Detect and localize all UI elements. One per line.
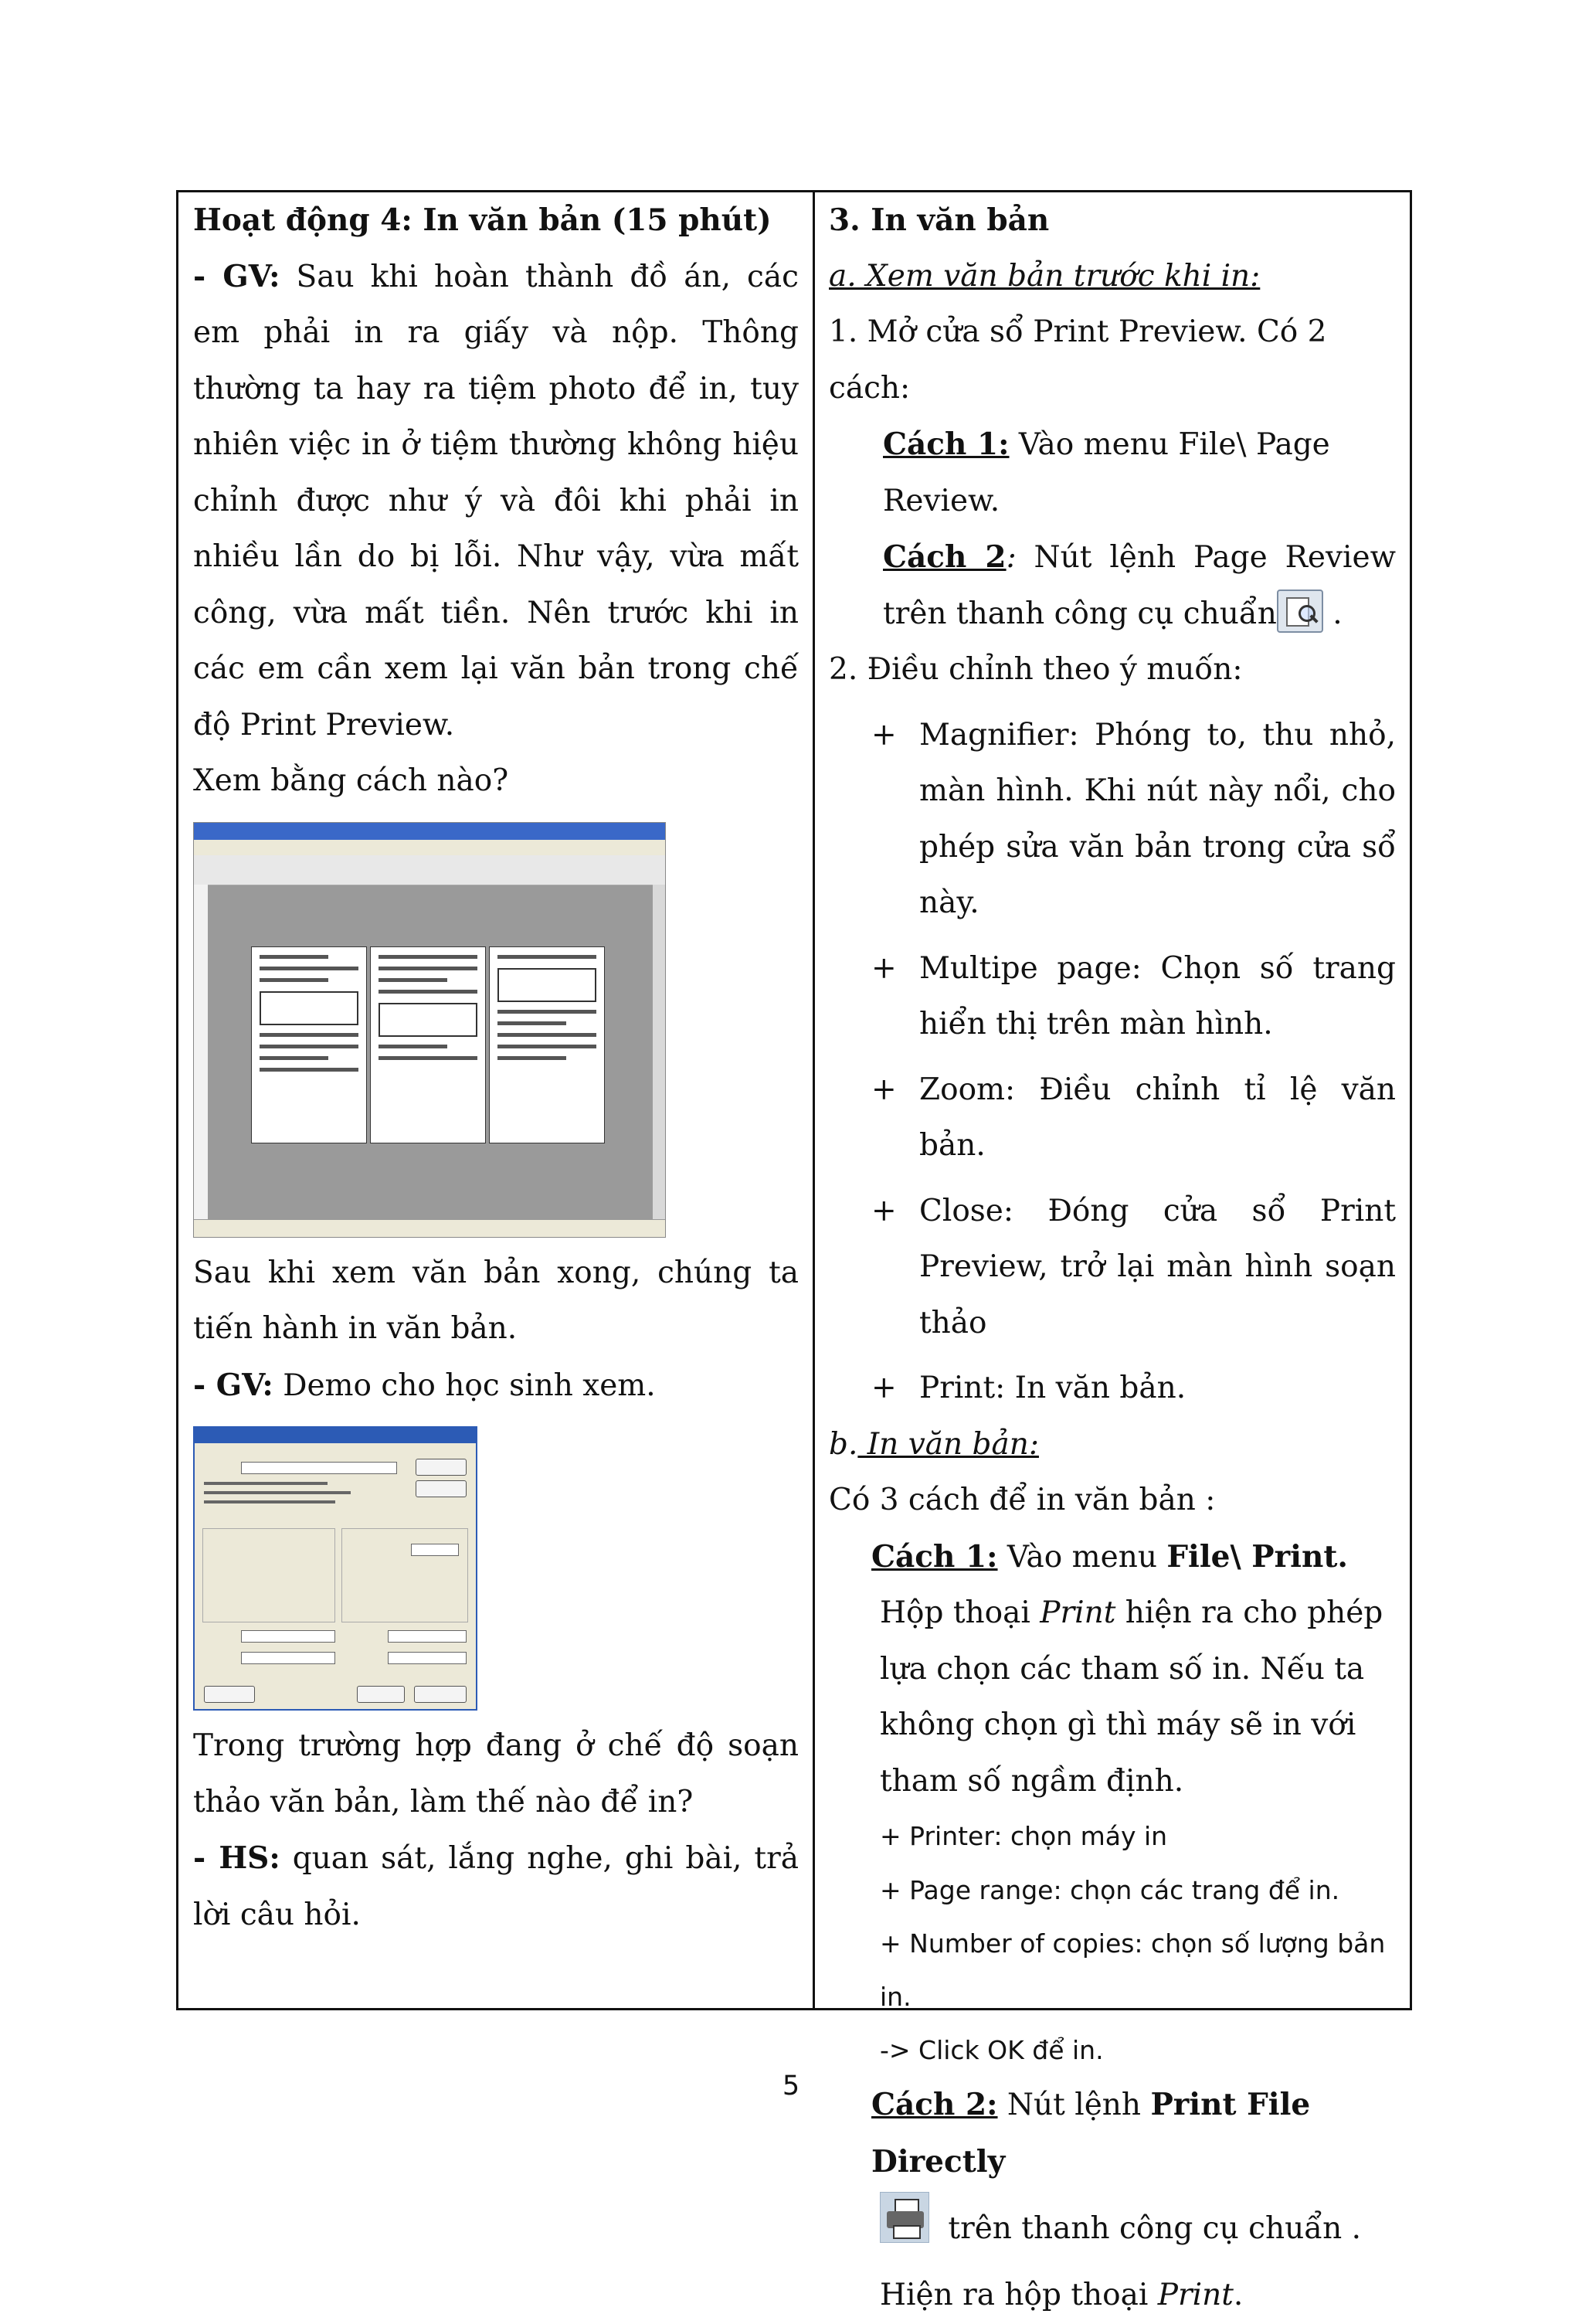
hs-text: quan sát, lắng nghe, ghi bài, trả lời câu hỏi. xyxy=(193,1841,799,1932)
subsection-a-heading: a. Xem văn bản trước khi in: xyxy=(829,258,1261,294)
print-direct-line: trên thanh công cụ chuẩn . xyxy=(829,2190,1396,2268)
question-print-text: Trong trường hợp đang ở chế độ soạn thảo văn bản, làm thế nào để in? xyxy=(193,1728,799,1819)
print-method-2: Cách 2: Nút lệnh Print File Directly xyxy=(871,2087,1311,2180)
window-statusbar xyxy=(194,1219,665,1237)
option-copies: + Number of copies: chọn số lượng bản in. xyxy=(880,1928,1386,2012)
print-dialog-description: Hộp thoại Print hiện ra cho phép lựa chọn các tham số in. Nếu ta không chọn gì thì máy sẽ in với tham số ngầm định. xyxy=(880,1595,1383,1799)
preview-page xyxy=(370,946,486,1143)
gv-label: - GV: xyxy=(193,1367,273,1403)
page-number: 5 xyxy=(782,2071,800,2101)
step-2-text: 2. Điều chỉnh theo ý muốn: xyxy=(829,652,1243,687)
bullet-item: + Print: In văn bản. xyxy=(871,1371,1186,1405)
gv-text: Sau khi hoàn thành đồ án, các em phải in ra giấy và nộp. Thông thường ta hay ra tiệm photo để in, tuy nhiên việc in ở tiệm thường không hiệu chỉnh được như ý và đôi khi phải in nhiều lần do bị lỗi. Như vậy, vừa mất công, vừa mất tiền. Nên trước khi in các em cần xem lại văn bản trong chế độ Print Preview. xyxy=(193,259,799,742)
gv-label: - GV: xyxy=(193,258,280,294)
section-heading: 3. In văn bản xyxy=(829,202,1050,238)
bullet-item: + Magnifier: Phóng to, thu nhỏ, màn hình. Khi nút này nổi, cho phép sửa văn bản trong cửa sổ này. xyxy=(871,717,1396,920)
after-preview-text: Sau khi xem văn bản xong, chúng ta tiến hành in văn bản. xyxy=(193,1255,799,1346)
page-range-group xyxy=(202,1528,335,1622)
cancel-button xyxy=(414,1686,467,1703)
content-column xyxy=(815,192,1410,2312)
method-2-preview: Cách 2: Nút lệnh Page Review trên thanh công cụ chuẩn . xyxy=(883,539,1396,631)
method-label: Cách 2 xyxy=(883,539,1007,575)
bullet-item: + Zoom: Điều chỉnh tỉ lệ văn bản. xyxy=(871,1072,1396,1163)
method-text: Nút lệnh Page Review trên thanh công cụ chuẩn xyxy=(883,540,1396,631)
demo-text: Demo cho học sinh xem. xyxy=(273,1368,656,1403)
demo-paragraph xyxy=(193,1357,799,1415)
subsection-b-heading: b. In văn bản: xyxy=(829,1426,1039,1462)
print-field xyxy=(241,1652,335,1664)
options-button xyxy=(204,1686,255,1703)
preview-toolbar xyxy=(194,855,665,885)
ok-button xyxy=(357,1686,405,1703)
bullet-item: + Multipe page: Chọn số trang hiển thị trên màn hình. xyxy=(871,950,1396,1041)
dialog-titlebar xyxy=(195,1428,476,1443)
option-printer: + Printer: chọn máy in xyxy=(880,1821,1168,1851)
preview-page xyxy=(251,946,367,1143)
method-1-preview xyxy=(829,416,1396,529)
gv-paragraph xyxy=(193,249,799,754)
print-dialog-screenshot xyxy=(193,1426,477,1711)
scale-field xyxy=(388,1652,467,1664)
question-text: Xem bằng cách nào? xyxy=(193,763,509,798)
find-printer-button xyxy=(416,1480,467,1497)
hs-label: - HS: xyxy=(193,1840,280,1876)
teacher-activity-column xyxy=(178,192,815,2008)
option-ok: -> Click OK để in. xyxy=(880,2035,1104,2065)
preview-page xyxy=(489,946,605,1143)
print-what-field xyxy=(241,1630,335,1643)
method-label: Cách 1: xyxy=(883,426,1010,462)
activity-heading: Hoạt động 4: In văn bản (15 phút) xyxy=(193,202,772,238)
option-page-range: + Page range: chọn các trang để in. xyxy=(880,1875,1340,1905)
method-label: Cách 2: xyxy=(871,2087,998,2122)
bullet-item: + Close: Đóng cửa sổ Print Preview, trở lại màn hình soạn thảo xyxy=(871,1193,1396,1340)
step-1-text: 1. Mở cửa sổ Print Preview. Có 2 cách: xyxy=(829,314,1327,406)
pages-per-sheet-field xyxy=(388,1630,467,1643)
copies-field xyxy=(411,1544,459,1556)
properties-button xyxy=(416,1459,467,1476)
lesson-table xyxy=(176,190,1412,2312)
printer-icon xyxy=(880,2192,929,2243)
copies-group xyxy=(341,1528,468,1622)
method-text: Vào menu File\ Page Review. xyxy=(883,427,1330,518)
print-preview-icon xyxy=(1277,589,1323,633)
print-method-1: Cách 1: Vào menu File\ Print. xyxy=(871,1538,1348,1575)
window-titlebar xyxy=(194,823,665,840)
window-menubar xyxy=(194,840,665,855)
print-dialog-appears: Hiện ra hộp thoại Print. xyxy=(880,2278,1244,2312)
ways-text: Có 3 cách để in văn bản : xyxy=(829,1483,1216,1517)
hs-paragraph xyxy=(193,1830,799,1943)
method-label: Cách 1: xyxy=(871,1538,998,1575)
vertical-ruler xyxy=(194,885,208,1220)
print-preview-screenshot xyxy=(193,822,666,1238)
vertical-scrollbar xyxy=(653,885,665,1220)
printer-name-field xyxy=(241,1462,397,1474)
